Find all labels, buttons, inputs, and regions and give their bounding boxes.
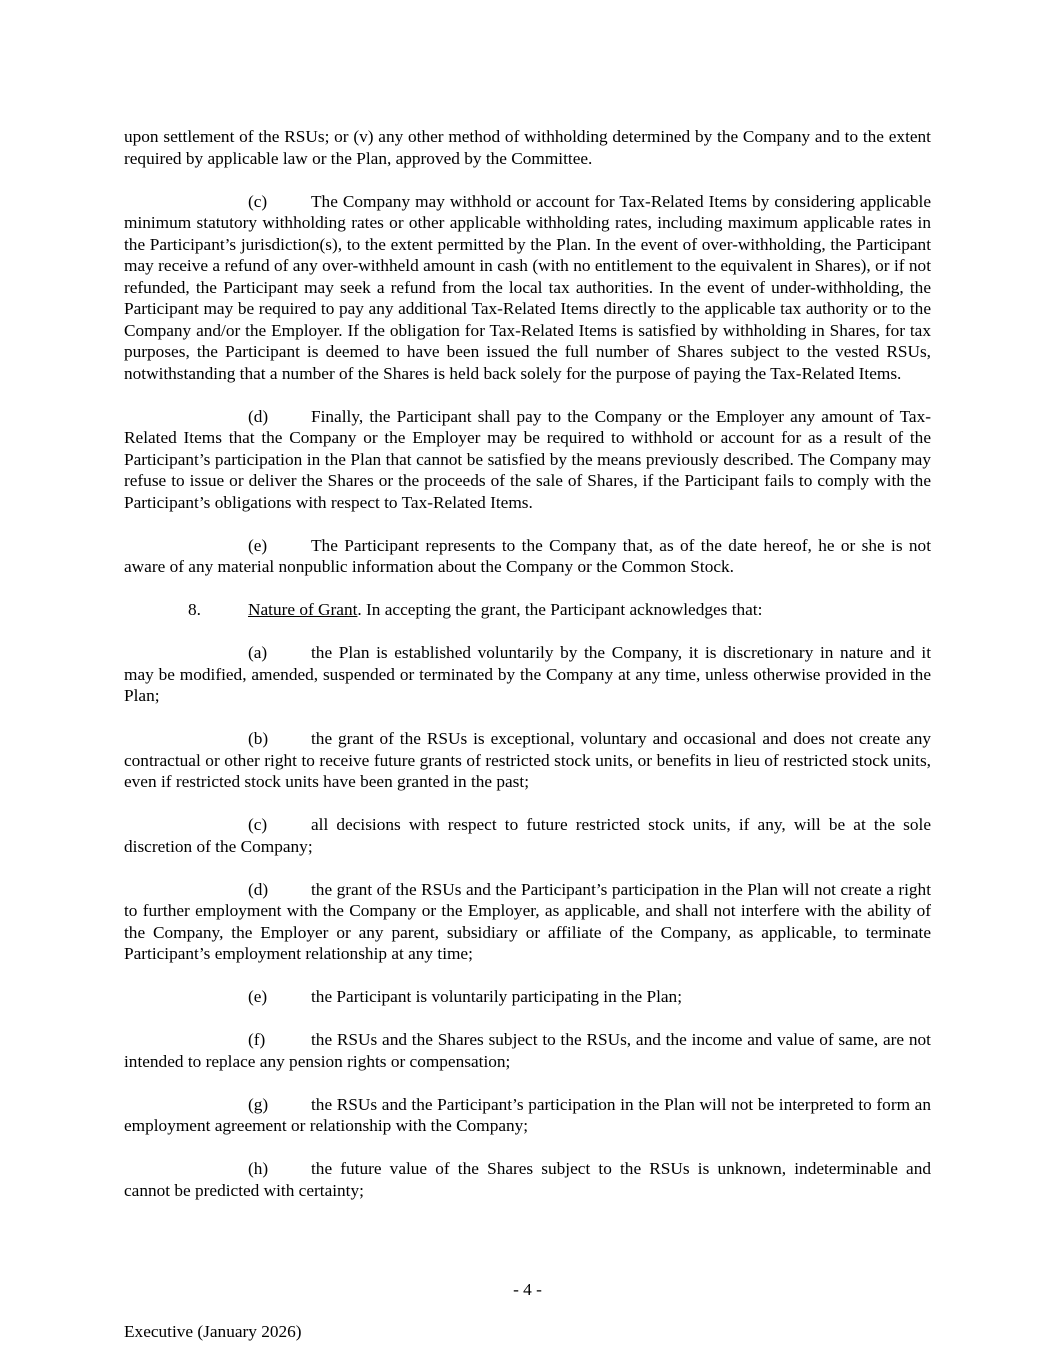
page-number: - 4 - — [513, 1280, 542, 1299]
paragraph — [124, 1094, 931, 1137]
paragraph-label: (g) — [248, 1094, 269, 1114]
paragraph — [124, 814, 931, 857]
paragraph-text: the Plan is established voluntarily by the Company, it is discretionary in nature and it may be modified, amended, suspended or terminated by the Company at any time, unless otherwise provided in the Plan; — [124, 643, 931, 705]
paragraph-text: the grant of the RSUs and the Participant’s participation in the Plan will not create a right to further employment with the Company or the Employer, as applicable, and shall not interfere with the ability of the Company, the Employer or any parent, subsidiary or affiliate of the Company, as applicable, to terminate Participant’s employment relationship at any time; — [124, 879, 931, 963]
paragraph-text: the grant of the RSUs is exceptional, voluntary and occasional and does not create any contractual or other right to receive future grants of restricted stock units, or benefits in lieu of restricted stock units, even if restricted stock units have been granted in the past; — [124, 729, 931, 791]
paragraph-label: (f) — [248, 1030, 266, 1049]
paragraph-text: the future value of the Shares subject to the RSUs is unknown, indeterminable and cannot be predicted with certainty; — [124, 1159, 931, 1200]
paragraph-text: upon settlement of the RSUs; or (v) any other method of withholding determined by the Company and to the extent required by applicable law or the Plan, approved by the Committee. — [124, 127, 931, 168]
paragraph — [124, 191, 931, 385]
paragraph-label: (a) — [248, 643, 268, 662]
paragraph-label: (d) — [248, 406, 269, 426]
paragraph-label: (e) — [248, 987, 268, 1006]
paragraph — [124, 879, 931, 965]
paragraph-text: all decisions with respect to future restricted stock units, if any, will be at the sole discretion of the Company; — [124, 815, 931, 856]
paragraph — [124, 728, 931, 793]
paragraph — [124, 535, 931, 578]
footer-text: Executive (January 2026) — [124, 1322, 302, 1341]
paragraph-label: (c) — [248, 191, 268, 211]
paragraph — [124, 642, 931, 707]
paragraph — [124, 1029, 931, 1072]
paragraph-text: the Participant is voluntarily participating in the Plan; — [311, 987, 682, 1006]
section-heading: Nature of Grant — [248, 600, 358, 619]
document-body — [124, 126, 931, 1223]
paragraph-text: the RSUs and the Shares subject to the RSUs, and the income and value of same, are not intended to replace any pension rights or compensation; — [124, 1030, 931, 1071]
paragraph-label: (c) — [248, 815, 268, 834]
paragraph-text: The Participant represents to the Company that, as of the date hereof, he or she is not aware of any material nonpublic information about the Company or the Common Stock. — [124, 535, 931, 576]
paragraph-text: the RSUs and the Participant’s participation in the Plan will not be interpreted to form an employment agreement or relationship with the Company; — [124, 1094, 931, 1135]
paragraph-text: The Company may withhold or account for Tax-Related Items by considering applicable minimum statutory withholding rates or other applicable withholding rates, including maximum applicable rates in the Participant’s jurisdiction(s), to the extent permitted by the Plan. In the event of over-withholding, the Participant may receive a refund of any over-withheld amount in cash (with no entitlement to the equivalent in Shares), or if not refunded, the Participant may seek a refund from the local tax authorities. In the event of under-withholding, the Participant may be required to pay any additional Tax-Related Items directly to the applicable tax authority or to the Company and/or the Employer. If the obligation for Tax-Related Items is satisfied by withholding in Shares, for tax purposes, the Participant is deemed to have been issued the full number of Shares subject to the vested RSUs, notwithstanding that a number of the Shares is held back solely for the purpose of paying the Tax-Related Items. — [124, 191, 931, 383]
paragraph — [124, 599, 931, 621]
paragraph — [124, 986, 931, 1008]
paragraph — [124, 126, 931, 169]
paragraph-label: (b) — [248, 729, 269, 748]
paragraph-label: (e) — [248, 535, 268, 555]
paragraph-label: 8. — [188, 600, 201, 619]
paragraph-text: Finally, the Participant shall pay to the Company or the Employer any amount of Tax-Related Items that the Company or the Employer may be required to withhold or account for as a result of the Participant’s participation in the Plan that cannot be satisfied by the means previously described. The Company may refuse to issue or deliver the Shares or the proceeds of the sale of Shares, if the Participant fails to comply with the Participant’s obligations with respect to Tax-Related Items. — [124, 406, 931, 512]
paragraph — [124, 1158, 931, 1201]
paragraph — [124, 406, 931, 514]
paragraph-label: (h) — [248, 1159, 269, 1178]
paragraph-label: (d) — [248, 879, 269, 899]
paragraph-text: . In accepting the grant, the Participant acknowledges that: — [357, 600, 763, 619]
